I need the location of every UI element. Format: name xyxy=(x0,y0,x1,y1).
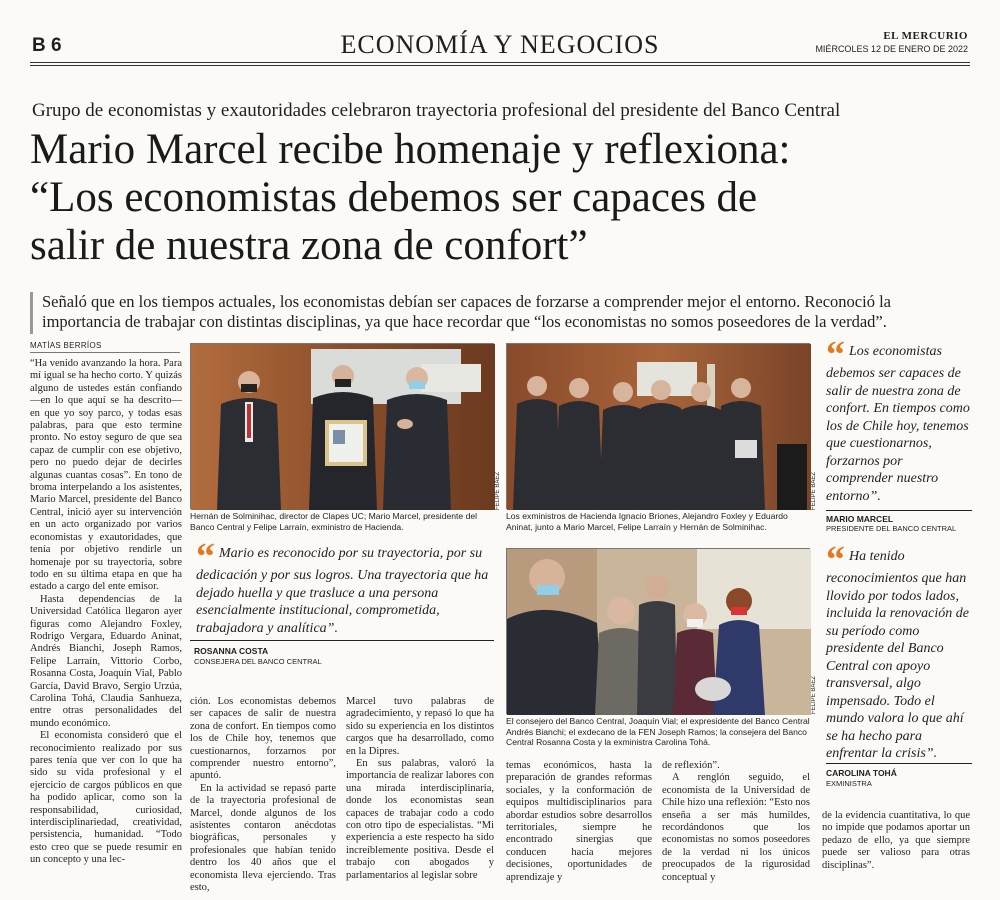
body-column-4 xyxy=(506,760,652,883)
pull-quote-costa xyxy=(196,536,496,637)
paragraph: El economista consideró que el reconocimiento realizado por sus pares tenía que ver con lo que ha sido su vida profesional y el ejercicio de cargos públicos en que ha podido aplicar, como son la responsabilidad, curiosidad, interdisciplinariedad, creatividad, persistencia, humanidad. “Todo esto creo que se puede resumir en un concepto y una lec- xyxy=(30,730,182,866)
quote-author: CAROLINA TOHÁ xyxy=(826,768,897,778)
quote-text: Los economistas debemos ser capaces de salir de nuestra zona de confort. En tiempos como los de Chile hoy, tenemos que cuestionarnos, forzarnos por comprender nuestro entorno”. xyxy=(826,344,970,504)
photo-homage xyxy=(190,343,494,509)
quote-text: Ha tenido reconocimientos que han llovido por todos lados, incluida la renovación de su período como presidente del Banco Central con apoyo transversal, algo impensado. Todo el mundo valora lo que ahí se ha hecho para enfrentar la crisis”. xyxy=(826,549,969,761)
paragraph: temas económicos, hasta la preparación de grandes reformas sociales, y la conformación de equipos multidisciplinarios para abordar estudios sobre desarrollos territoriales, siempre he encontrado sinergias que conducen hacia mejores decisiones, oportunidades de aprendizaje y xyxy=(506,760,652,883)
body-column-3 xyxy=(346,696,494,881)
section-title: ECONOMÍA Y NEGOCIOS xyxy=(340,30,660,59)
header-rule xyxy=(30,62,970,63)
quote-mark-icon: “ xyxy=(826,334,845,376)
photo-credit: FELIPE BAEZ xyxy=(495,471,501,510)
paragraph: “Ha venido avanzando la hora. Para mí igual se ha hecho corto. Y quizás alguno de ustedes están confiando —en lo que aquí se ha descrito— en que yo soy parco, y todas esas palabras, para que esto termine pronto. No estoy seguro de que sea capaz de cumplir con ese objetivo, pero no puedo dejar de decirles algunas cuantas cosas”. En tono de broma interpelando a los asistentes, Mario Marcel, presidente del Banco Central, inició ayer su intervención en un acto organizado por varios economistas y exautoridades, que tenía por objetivo rendirle un homenaje por su trayectoria, sobre todo en su última etapa en que ha estado a cargo del ente emisor. xyxy=(30,358,183,593)
byline: MATÍAS BERRÍOS xyxy=(30,341,102,350)
paragraph: En la actividad se repasó parte de la trayectoria profesional de Marcel, donde algunos de los asistentes contaron anécdotas biográficas, personales y profesionales que habían tenido dentro los 40 años que el economista lleva ejerciendo. Tras esto, xyxy=(190,782,336,894)
quote-text: Mario es reconocido por su trayectoria, por su dedicación y por sus logros. Una trayectoria que ha dejado huella y que trasluce a una persona esencialmente institucional, comprometida, trabajadora y analítica”. xyxy=(196,546,489,636)
pull-quote-marcel xyxy=(826,334,972,505)
quote-author: MARIO MARCEL xyxy=(826,514,894,524)
pull-quote-toha xyxy=(826,539,972,763)
publication-date: MIÉRCOLES 12 DE ENERO DE 2022 xyxy=(815,44,968,54)
headline-line-3: salir de nuestra zona de confort” xyxy=(30,222,588,269)
photo-credit: FELIPE BAEZ xyxy=(811,675,817,714)
paragraph: A renglón seguido, el economista de la Universidad de Chile hizo una reflexión: “Esto nos enseña a ser más humildes, recordándonos que los economistas no somos poseedores de la verdad ni los únicos preocupados de la rigurosidad conceptual y xyxy=(662,772,810,883)
newspaper-brand: EL MERCURIO xyxy=(883,30,968,42)
paragraph: de la evidencia cuantitativa, lo que no impide que podamos aportar un pedazo de ello, ya que siempre puede ser valioso para otras disciplinas”. xyxy=(822,810,970,871)
quote-rule xyxy=(190,640,494,641)
body-column-5 xyxy=(662,760,810,883)
paragraph: ción. Los economistas debemos ser capaces de salir de nuestra zona de confort. En tiempos como los de Chile hoy, tenemos que cuestionarnos, forzarnos por comprender nuestro entorno”, apuntó. xyxy=(190,696,336,782)
headline-line-1: Mario Marcel recibe homenaje y reflexiona: xyxy=(30,126,791,173)
paragraph: de reflexión”. xyxy=(662,760,720,771)
photo-caption: Los exministros de Hacienda Ignacio Briones, Alejandro Foxley y Eduardo Aninat, junto a Mario Marcel, Felipe Larraín y Hernán de Solminihac. xyxy=(506,511,788,532)
dek-bar xyxy=(30,292,33,334)
photo-caption: El consejero del Banco Central, Joaquín Vial; el expresidente del Banco Central Andrés Bianchi; el exdecano de la FEN Joseph Ramos; la consejera del Banco Central Rosanna Costa y la exministra Carolina Tohá. xyxy=(506,716,810,747)
quote-author: ROSANNA COSTA xyxy=(194,646,269,656)
paragraph: Hasta dependencias de la Universidad Católica llegaron ayer figuras como Alejandro Foxley, Rodrigo Vergara, Eduardo Aninat, Andrés Bianchi, Joseph Ramos, Felipe Larraín, Vittorio Corbo, Rosanna Costa, Joaquín Vial, Pablo García, David Bravo, Sergio Urzúa, Carolina Tohá, Claudia Sanhueza, entre otras personalidades del mundo económico. xyxy=(30,593,182,729)
page-number: B 6 xyxy=(32,35,62,56)
quote-mark-icon: “ xyxy=(826,539,845,581)
byline-rule xyxy=(30,352,180,353)
photo-credit: FELIPE BAEZ xyxy=(811,471,817,510)
photo-homage-image xyxy=(191,344,495,510)
body-column-6 xyxy=(822,810,970,875)
quote-author-role: EXMINISTRA xyxy=(826,779,872,788)
paragraph: Marcel tuvo palabras de agradecimiento, y repasó lo que ha sido su experiencia en los distintos cargos que ha desarrollado, como en la Dipres. xyxy=(346,696,494,757)
quote-mark-icon: “ xyxy=(196,536,215,578)
quote-rule xyxy=(826,510,972,511)
photo-group-ministers xyxy=(506,343,810,509)
quote-rule xyxy=(826,763,972,764)
header-rule-2 xyxy=(30,65,970,66)
quote-author-role: PRESIDENTE DEL BANCO CENTRAL xyxy=(826,524,957,533)
kicker: Grupo de economistas y exautoridades celebraron trayectoria profesional del presidente del Banco Central xyxy=(32,100,841,121)
photo-group-ministers-image xyxy=(507,344,811,510)
photo-consejeros xyxy=(506,548,810,714)
photo-consejeros-image xyxy=(507,549,811,715)
dek: Señaló que en los tiempos actuales, los economistas debían ser capaces de forzarse a comprender mejor el entorno. Reconoció la importancia de trabajar con distintas disciplinas, ya que hace recordar que “los economistas no somos poseedores de la verdad”. xyxy=(42,292,891,331)
photo-caption: Hernán de Solminihac, director de Clapes UC; Mario Marcel, presidente del Banco Central y Felipe Larraín, exministro de Hacienda. xyxy=(190,511,478,532)
body-column-2 xyxy=(190,696,336,894)
body-column-1 xyxy=(30,358,182,868)
quote-author-role: CONSEJERA DEL BANCO CENTRAL xyxy=(194,657,322,666)
headline-line-2: “Los economistas debemos ser capaces de xyxy=(30,174,758,221)
paragraph: En sus palabras, valoró la importancia de realizar labores con una mirada interdisciplinaria, donde los economistas sean capaces de trabajar codo a codo con otro tipo de especialistas. “Mi experiencia a este respecto ha sido increíblemente positiva. Desde el trabajo con abogados y parlamentarios al legislar sobre xyxy=(346,758,494,881)
